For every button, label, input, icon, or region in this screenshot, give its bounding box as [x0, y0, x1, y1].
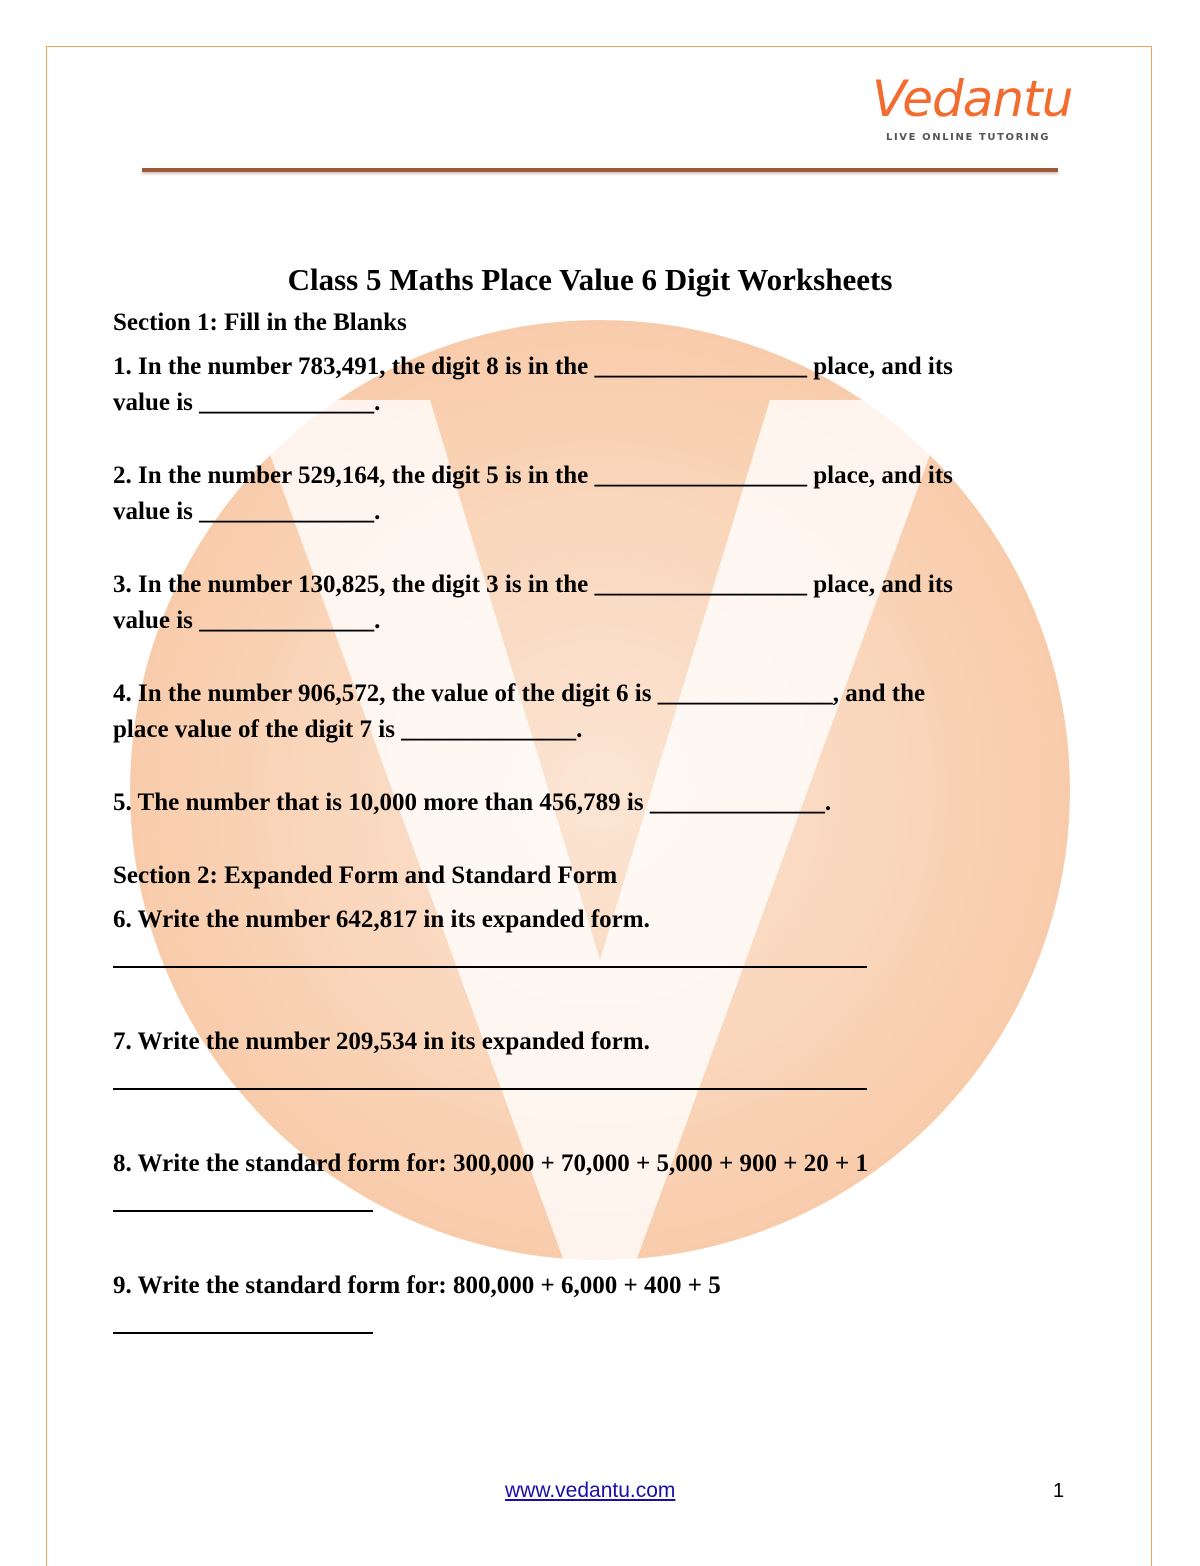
section-heading: Section 2: Expanded Form and Standard Form	[113, 862, 618, 889]
logo-tagline: LIVE ONLINE TUTORING	[886, 132, 1051, 143]
question-line: 7. Write the number 209,534 in its expanded form.	[113, 1028, 650, 1055]
question-line: value is ______________.	[113, 607, 381, 634]
page-number: 1	[1053, 1480, 1065, 1502]
question-line: 1. In the number 783,491, the digit 8 is in the _________________ place, and its	[113, 353, 953, 380]
answer-line	[113, 1332, 373, 1334]
section-heading: Section 1: Fill in the Blanks	[113, 309, 407, 336]
question-line: 8. Write the standard form for: 300,000 + 70,000 + 5,000 + 900 + 20 + 1	[113, 1150, 868, 1177]
question-line: 2. In the number 529,164, the digit 5 is in the _________________ place, and its	[113, 462, 953, 489]
question-line: value is ______________.	[113, 498, 381, 525]
question-line: 3. In the number 130,825, the digit 3 is in the _________________ place, and its	[113, 571, 953, 598]
question-line: place value of the digit 7 is ______________.	[113, 716, 583, 743]
question-line: 4. In the number 906,572, the value of the digit 6 is ______________, and the	[113, 680, 926, 707]
vedantu-logo	[872, 70, 1073, 150]
worksheet-body	[113, 305, 1065, 1334]
header-divider	[142, 168, 1058, 172]
question-line: 5. The number that is 10,000 more than 456,789 is ______________.	[113, 789, 832, 816]
worksheet-title: Class 5 Maths Place Value 6 Digit Worksheets	[287, 262, 893, 297]
logo-wordmark: Vedantu	[872, 70, 1073, 128]
question-line: 9. Write the standard form for: 800,000 + 6,000 + 400 + 5	[113, 1272, 721, 1299]
question-line: value is ______________.	[113, 389, 381, 416]
footer-website-link[interactable]: www.vedantu.com	[505, 1479, 676, 1502]
question-line: 6. Write the number 642,817 in its expanded form.	[113, 906, 650, 933]
